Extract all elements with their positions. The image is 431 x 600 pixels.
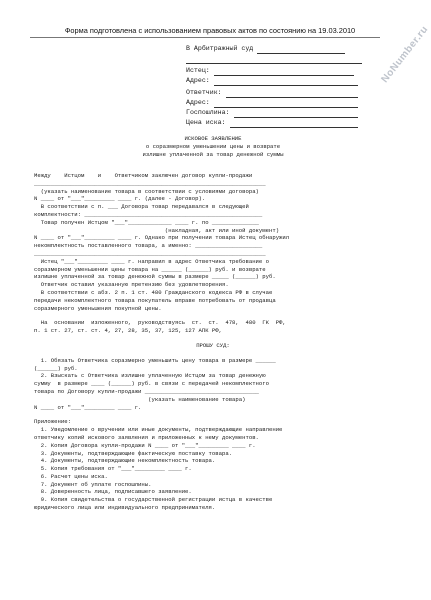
body-line: Между Истцом и Ответчиком заключен договор купли-продажи bbox=[34, 172, 253, 179]
body-line: Ответчик оставил указанную претензию без удовлетворения. bbox=[34, 281, 229, 289]
body-line: Истец "___"_________ ____ г. направил в адрес Ответчика требование о bbox=[34, 257, 269, 265]
attachments-heading: Приложение: bbox=[34, 418, 71, 426]
attachment-line: юридического лица или индивидуального предпринимателя. bbox=[34, 504, 216, 512]
court-blank-2 bbox=[186, 55, 362, 64]
defendant-address-label: Адрес: bbox=[186, 99, 210, 106]
attachment-line: 5. Копия требования от "___"_________ ____ г. bbox=[34, 465, 192, 473]
demand-line: 2. Взыскать с Ответчика излишне уплаченную Истцом за товар денежную bbox=[34, 372, 266, 380]
body-line: комплектности: _____________________________________________________ bbox=[34, 210, 263, 218]
court-line-2 bbox=[186, 54, 362, 64]
body-line: (накладная, акт или иной документ) bbox=[34, 226, 280, 234]
attachment-line: 7. Документ об уплате госпошлины. bbox=[34, 480, 152, 488]
title-line-1: ИСКОВОЕ ЗАЯВЛЕНИЕ bbox=[184, 135, 242, 142]
defendant-line bbox=[186, 88, 358, 98]
plaintiff-line bbox=[186, 66, 354, 76]
demand-line: 1. Обязать Ответчика соразмерно уменьшить цену товара в размере ______ bbox=[34, 356, 276, 364]
defendant-address-blank bbox=[214, 99, 358, 108]
body-line: N ____ от "___"_________ ____ г. Однако при получении товара Истец обнаружил bbox=[34, 234, 290, 242]
fee-blank bbox=[234, 109, 358, 118]
demand-line: (указать наименование товара) bbox=[34, 395, 246, 403]
body-line: соразмерного уменьшения покупной цены. bbox=[34, 304, 162, 312]
attachment-line: 1. Уведомление о вручении или иные документы, подтверждающие направление bbox=[34, 426, 283, 434]
basis-line: На основании изложенного, руководствуясь ст. ст. 478, 480 ГК РФ, bbox=[34, 319, 286, 327]
banner-text: Форма подготовлена с использованием правовых актов по состоянию на 19.03.2010 bbox=[64, 26, 356, 35]
body-line: (указать наименование товара в соответствии с условиями договора) bbox=[34, 187, 259, 195]
body-line: Товар получен Истцом "___"_____________ ____ г. по ______________ bbox=[34, 218, 259, 226]
attachment-line: ответчику копий искового заявления и приложенных к нему документов. bbox=[34, 433, 259, 441]
title-line-3: излишне уплаченной за товар денежной суммы bbox=[142, 150, 284, 158]
fee-line bbox=[186, 108, 358, 118]
defendant-label: Ответчик: bbox=[186, 89, 222, 96]
plaintiff-label: Истец: bbox=[186, 67, 210, 74]
court-line bbox=[186, 44, 345, 54]
body-line: _____________________________________________________________________ bbox=[34, 249, 266, 257]
attachment-line: 4. Документы, подтверждающие некомплектность товара. bbox=[34, 457, 216, 465]
fee-label: Госпошлина: bbox=[186, 109, 230, 116]
attachment-line: 6. Расчет цены иска. bbox=[34, 472, 108, 480]
body-line: соразмерном уменьшении цены товара на ______ (______) руб. и возврате bbox=[34, 265, 266, 273]
attachment-line: 9. Копия свидетельства о государственной регистрации истца в качестве bbox=[34, 496, 273, 504]
body-line: _____________________________________________________________________ bbox=[34, 179, 266, 187]
price-line bbox=[186, 118, 358, 128]
court-label: В Арбитражный суд bbox=[186, 45, 254, 52]
demand-line: N ____ от "___"_________ ____ г. bbox=[34, 403, 142, 411]
plaintiff-address-blank bbox=[214, 77, 358, 86]
title-line-2: о соразмерном уменьшении цены и возврате bbox=[145, 142, 281, 150]
body-line: некомплектность поставленного товара, а именно: ____________________ bbox=[34, 242, 263, 250]
body-line: N ____ от "___"_________ ____ г. (далее - Договор). bbox=[34, 195, 206, 203]
body-line: В соответствии с п. ___ Договора товар передавался в следующей bbox=[34, 203, 249, 211]
watermark-logo: NoNumber.ru bbox=[379, 24, 431, 86]
body-line: В соответствии с абз. 2 п. 1 ст. 480 Гражданского кодекса РФ в случае bbox=[34, 288, 273, 296]
claim-body bbox=[34, 172, 392, 512]
demand-line: сумму в размере ____ (______) руб. в связи с передачей некомплектного bbox=[34, 380, 269, 388]
demand-line: (______) руб. bbox=[34, 364, 78, 372]
banner-divider bbox=[30, 37, 380, 38]
plaintiff-blank bbox=[214, 67, 354, 76]
body-line: излишне уплаченной за товар денежной суммы в размере _____ (______) руб. bbox=[34, 273, 276, 281]
document-title bbox=[34, 135, 392, 158]
request-heading: ПРОШУ СУД: bbox=[196, 341, 230, 349]
demand-line: товара по Договору купли-продажи __________________________________ bbox=[34, 387, 259, 395]
attachment-line: 3. Документы, подтверждающие фактическую поставку товара. bbox=[34, 449, 233, 457]
basis-line: п. 1 ст. 27, ст. ст. 4, 27, 28, 35, 37, 125, 127 АПК РФ, bbox=[34, 327, 222, 335]
defendant-address-line bbox=[186, 98, 358, 108]
attachment-line: 8. Доверенность лица, подписавшего заявление. bbox=[34, 488, 192, 496]
court-blank bbox=[257, 45, 345, 54]
plaintiff-address-label: Адрес: bbox=[186, 77, 210, 84]
price-label: Цена иска: bbox=[186, 119, 226, 126]
body-line: передачи некомплектного товара покупатель вправе потребовать от продавца bbox=[34, 296, 276, 304]
attachment-line: 2. Копия Договора купли-продажи N ____ от "___"_________ ____ г. bbox=[34, 441, 256, 449]
plaintiff-address-line bbox=[186, 76, 358, 86]
defendant-blank bbox=[226, 89, 358, 98]
price-blank bbox=[230, 119, 358, 128]
